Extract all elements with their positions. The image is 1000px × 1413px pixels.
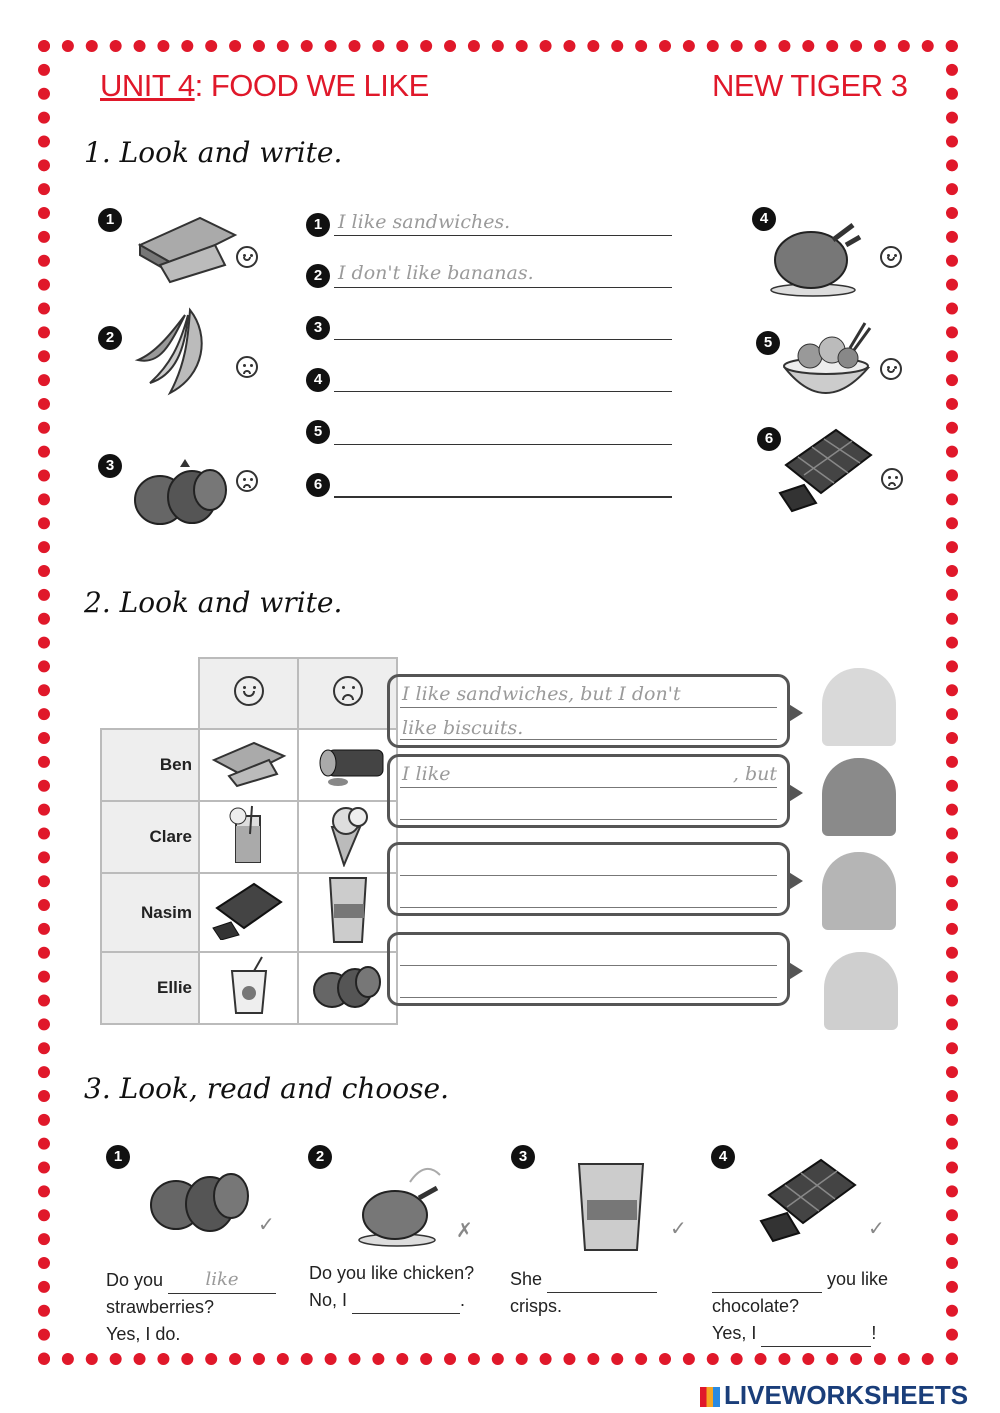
like-header (199, 658, 298, 729)
salad-icon (780, 318, 875, 413)
line-number: 4 (306, 368, 330, 392)
unit-title: UNIT 4: FOOD WE LIKE (100, 68, 429, 103)
book-title: NEW TIGER 3 (712, 68, 908, 103)
writing-line-3[interactable] (334, 339, 672, 340)
ben-photo (822, 668, 896, 746)
item-number: 4 (752, 207, 776, 231)
chocolate-icon (755, 1155, 865, 1245)
writing-line-6[interactable] (334, 496, 672, 498)
line-number: 5 (306, 420, 330, 444)
ellie-like-cell (199, 952, 298, 1024)
writing-line-4[interactable] (334, 391, 672, 392)
question-3: She crisps. (510, 1266, 680, 1320)
answer-2: I don't like bananas. (338, 262, 534, 284)
chicken-icon (355, 1160, 455, 1250)
chocolate-icon (776, 425, 876, 515)
answer-blank-4a[interactable] (712, 1272, 822, 1293)
row-name: Ellie (101, 952, 199, 1024)
chocolate-icon (209, 880, 289, 940)
line-number: 2 (306, 264, 330, 288)
strawberry-icon (146, 1160, 256, 1240)
bubble-text-line2: like biscuits. (402, 717, 524, 739)
check-icon: ✓ (868, 1218, 885, 1240)
logo-icon (700, 1387, 720, 1407)
smile-face-icon (234, 676, 264, 706)
answer-blank-1[interactable]: like (168, 1266, 276, 1294)
smile-face-icon (880, 358, 902, 380)
strawberry-icon (310, 958, 385, 1013)
check-icon: ✓ (670, 1218, 687, 1240)
line-number: 1 (306, 213, 330, 237)
section3-title: 3. Look, read and choose. (84, 1072, 449, 1105)
answer-blank-4b[interactable] (761, 1326, 871, 1347)
smile-face-icon (236, 246, 258, 268)
item-number: 1 (106, 1145, 130, 1169)
question-4: you like chocolate? Yes, I ! (712, 1266, 912, 1347)
row-name: Ben (101, 729, 199, 801)
item-number: 6 (757, 427, 781, 451)
bubble-writing-line[interactable] (400, 875, 777, 876)
bubble-writing-line[interactable] (400, 965, 777, 966)
sad-face-icon (881, 468, 903, 490)
item-number: 3 (511, 1145, 535, 1169)
speech-bubble-clare (387, 754, 790, 828)
item-number: 2 (98, 326, 122, 350)
clare-dislike-cell (298, 801, 397, 873)
sad-face-icon (236, 470, 258, 492)
ellie-photo (824, 952, 898, 1030)
ice-cream-icon (318, 803, 378, 867)
speech-bubble-nasim (387, 842, 790, 916)
sandwich-icon (130, 210, 240, 285)
nasim-photo (822, 852, 896, 930)
ben-like-cell (199, 729, 298, 801)
speech-bubble-ellie (387, 932, 790, 1006)
biscuits-icon (308, 738, 388, 788)
crisps-icon (575, 1160, 650, 1255)
ben-dislike-cell (298, 729, 397, 801)
answer-1: I like sandwiches. (338, 211, 511, 233)
item-number: 4 (711, 1145, 735, 1169)
strawberry-icon (130, 455, 230, 530)
bubble-text-start: I like (402, 763, 451, 785)
line-number: 3 (306, 316, 330, 340)
yoghurt-icon (224, 955, 274, 1017)
clare-like-cell (199, 801, 298, 873)
sandwich-icon (209, 738, 289, 788)
cross-icon: ✗ (456, 1220, 473, 1242)
item-number: 5 (756, 331, 780, 355)
dislike-header (298, 658, 397, 729)
section2-title: 2. Look and write. (84, 586, 343, 619)
bubble-writing-line[interactable] (400, 997, 777, 998)
item-number: 2 (308, 1145, 332, 1169)
check-icon: ✓ (258, 1214, 275, 1236)
smile-face-icon (880, 246, 902, 268)
writing-line-5[interactable] (334, 444, 672, 445)
bubble-writing-line[interactable] (400, 819, 777, 820)
bubble-text-end: , but (732, 763, 777, 785)
clare-photo (822, 758, 896, 836)
bubble-writing-line[interactable] (400, 907, 777, 908)
nasim-like-cell (199, 873, 298, 952)
table-corner (101, 658, 199, 729)
item-number: 3 (98, 454, 122, 478)
liveworksheets-logo: LIVEWORKSHEETS (700, 1380, 968, 1411)
row-name: Clare (101, 801, 199, 873)
juice-icon (224, 804, 274, 866)
ellie-dislike-cell (298, 952, 397, 1024)
bubble-text-line1: I like sandwiches, but I don't (402, 683, 681, 705)
sad-face-icon (236, 356, 258, 378)
question-1: Do you like strawberries? Yes, I do. (106, 1266, 296, 1348)
writing-line-1[interactable] (334, 235, 672, 236)
nasim-dislike-cell (298, 873, 397, 952)
crisps-icon (318, 874, 378, 946)
writing-line-2[interactable] (334, 287, 672, 288)
row-name: Nasim (101, 873, 199, 952)
sad-face-icon (333, 676, 363, 706)
chicken-icon (768, 205, 868, 300)
likes-table (100, 657, 398, 1025)
question-2: Do you like chicken? No, I . (309, 1260, 499, 1314)
speech-bubble-ben (387, 674, 790, 748)
item-number: 1 (98, 208, 122, 232)
section1-title: 1. Look and write. (84, 136, 343, 169)
answer-blank-3[interactable] (547, 1272, 657, 1293)
bubble-writing-line[interactable] (400, 787, 777, 788)
banana-icon (130, 305, 230, 400)
line-number: 6 (306, 473, 330, 497)
answer-blank-2[interactable] (352, 1293, 460, 1314)
